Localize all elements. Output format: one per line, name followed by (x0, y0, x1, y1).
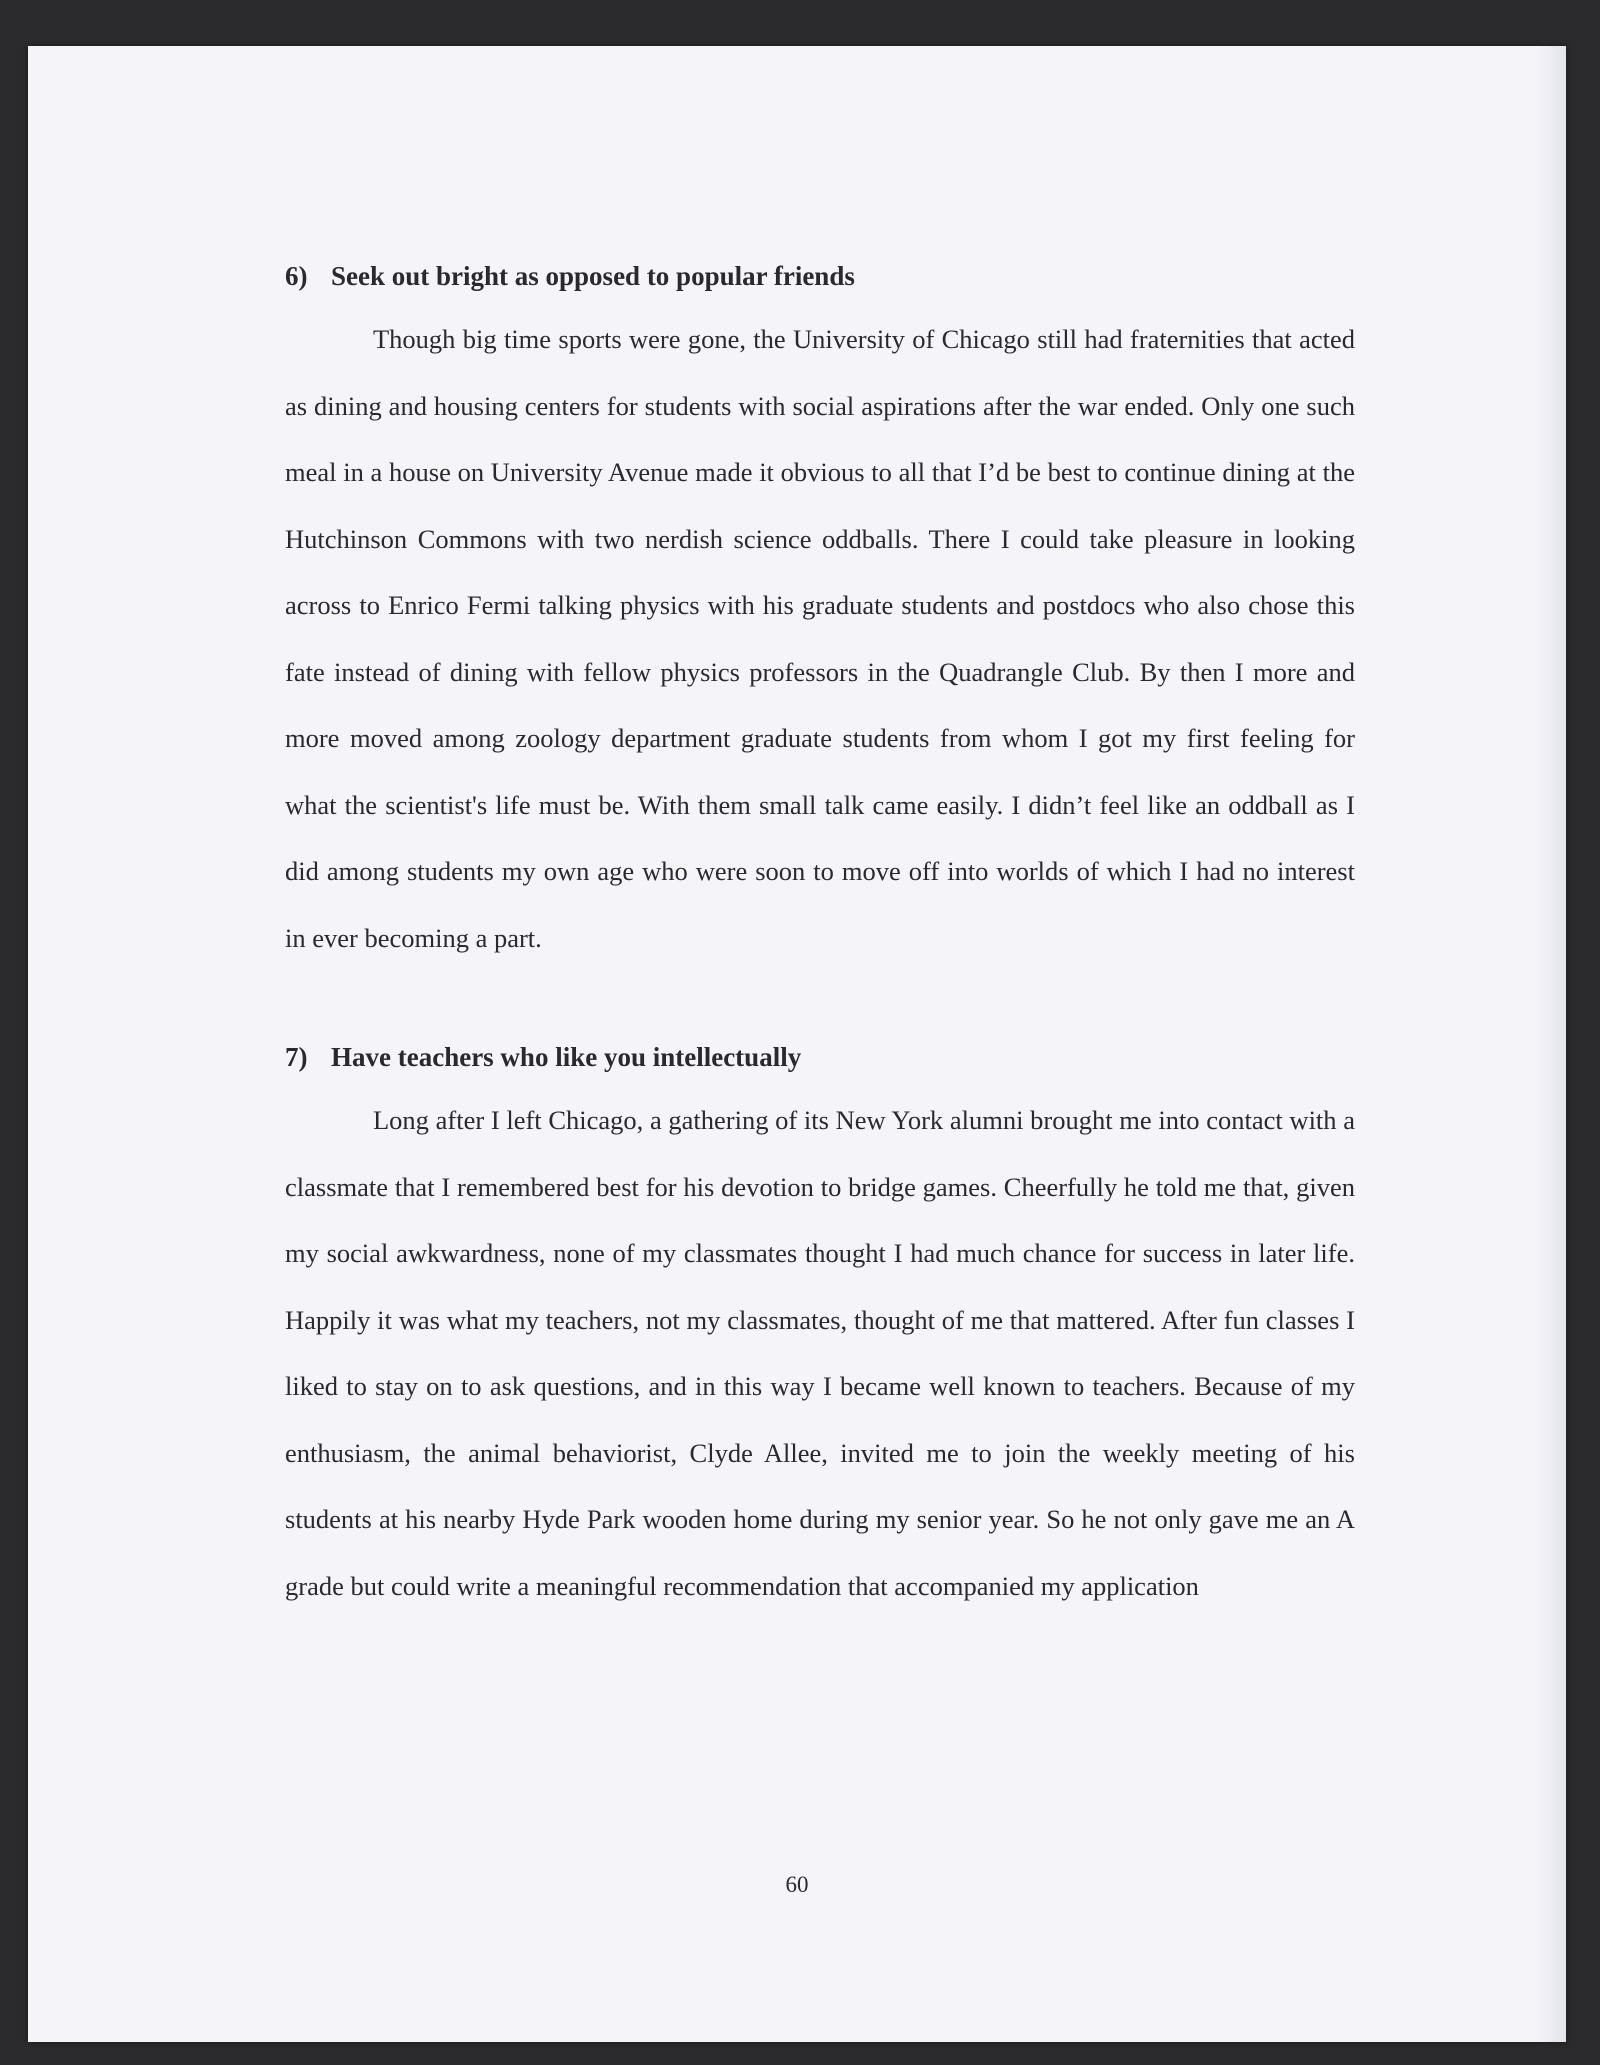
section-heading (285, 1037, 1355, 1077)
page-content (285, 256, 1355, 1619)
section-body: Long after I left Chicago, a gathering of its New York alumni brought me into contact with a classmate that I remembered best for his devotion to bridge games. Cheerfully he told me that, given my social awkwardness, none of my classmates thought I had much chance for success in later life. Happily it was what my teachers, not my classmates, thought of me that mattered. After fun classes I liked to stay on to ask questions, and in this way I became well known to teachers. Because of my enthusiasm, the animal behaviorist, Clyde Allee, invited me to join the weekly meeting of his students at his nearby Hyde Park wooden home during my senior year. So he not only gave me an A grade but could write a meaningful recommendation that accompanied my application (285, 1105, 1355, 1601)
page-number: 60 (785, 1872, 809, 1897)
document-page (28, 46, 1566, 2042)
section-heading (285, 256, 1355, 296)
section-7 (285, 1037, 1355, 1619)
section-number: 6) (285, 261, 308, 291)
section-title: Have teachers who like you intellectually (331, 1042, 802, 1072)
section-title: Seek out bright as opposed to popular friends (331, 261, 855, 291)
section-number: 7) (285, 1042, 308, 1072)
section-body: Though big time sports were gone, the University of Chicago still had fraternities that acted as dining and housing centers for students with social aspirations after the war ended. Only one such meal in a house on University Avenue made it obvious to all that I’d be best to continue dining at the Hutchinson Commons with two nerdish science oddballs. There I could take pleasure in looking across to Enrico Fermi talking physics with his graduate students and postdocs who also chose this fate instead of dining with fellow physics professors in the Quadrangle Club. By then I more and more moved among zoology department graduate students from whom I got my first feeling for what the scientist's life must be. With them small talk came easily. I didn’t feel like an oddball as I did among students my own age who were soon to move off into worlds of which I had no interest in ever becoming a part. (285, 324, 1355, 953)
section-6 (285, 256, 1355, 971)
page-edge (1536, 46, 1566, 2042)
